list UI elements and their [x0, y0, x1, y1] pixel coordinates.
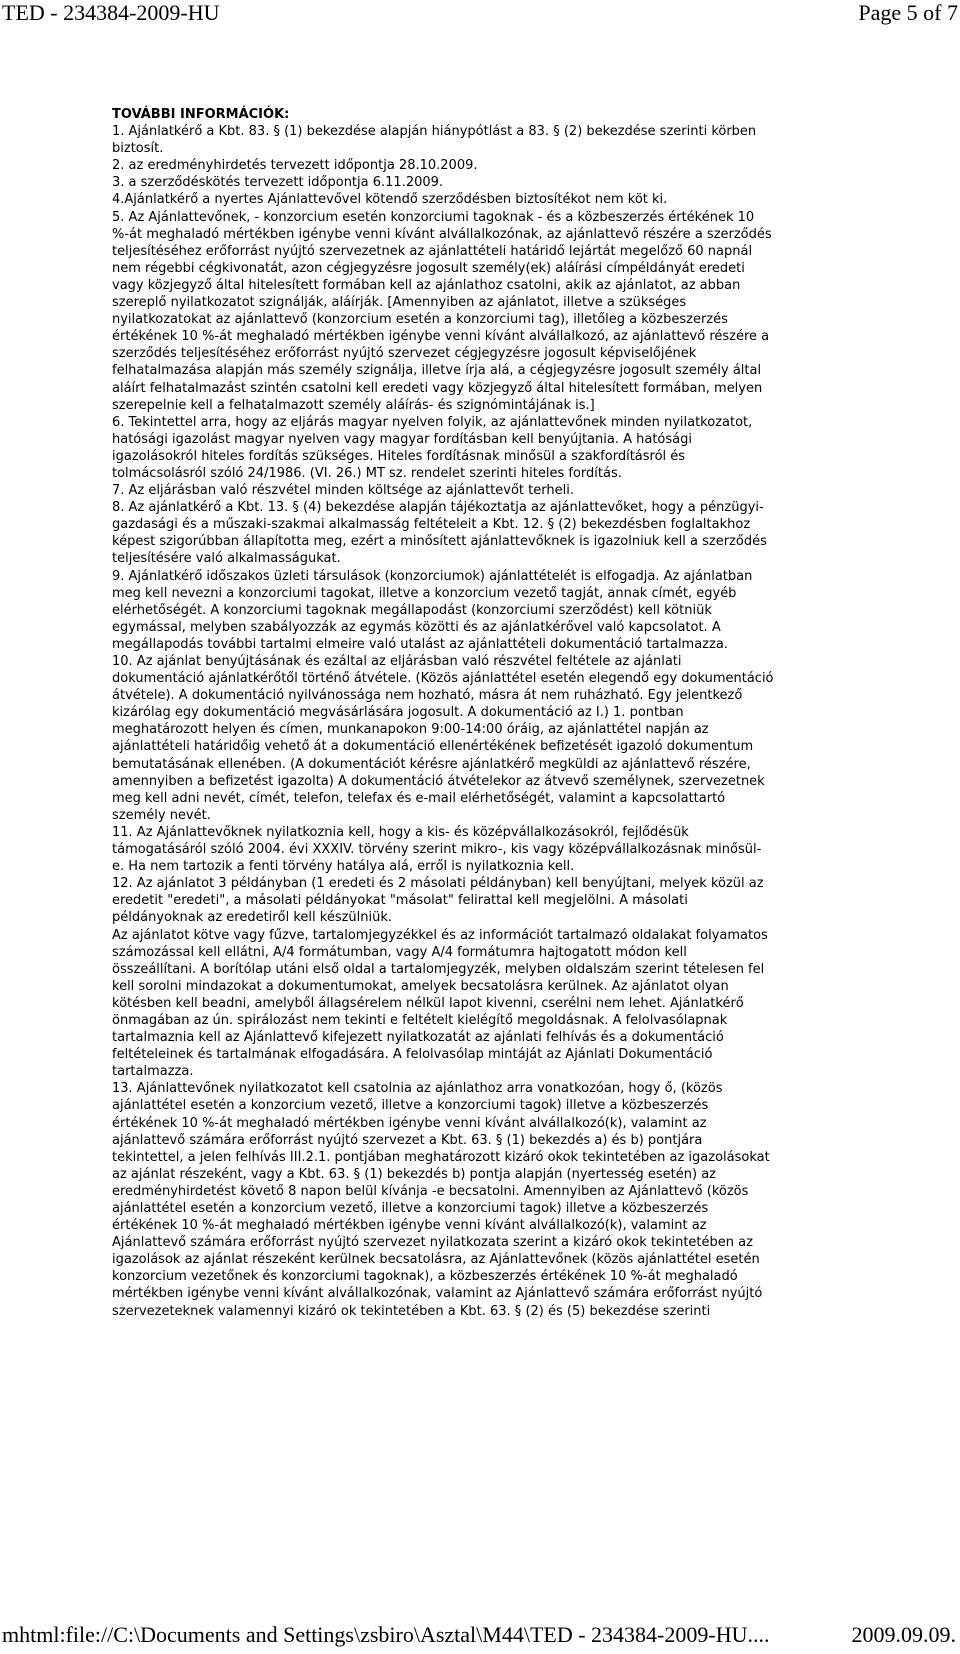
page-header: [0, 0, 960, 30]
text-line: Ajánlattevő számára erőforrást nyújtó szervezet nyilatkozata szerint a kizáró okok tekintetében az: [112, 1235, 753, 1251]
text-line: mértékben igénybe venni kívánt alvállalkozónak, valamint az Ajánlattevő számára erőforrást nyújtó: [112, 1286, 763, 1302]
text-line: tolmácsolásról szóló 24/1986. (VI. 26.) MT sz. rendelet szerinti hiteles fordítás.: [112, 465, 622, 481]
text-line: meg kell nevezni a konzorciumi tagokat, illetve a konzorcium vezető tagját, annak címét, egyéb: [112, 585, 737, 601]
text-line: 3. a szerződéskötés tervezett időpontja 6.11.2009.: [112, 175, 444, 191]
text-line: meghatározott helyen és címen, munkanapokon 9:00-14:00 óráig, az ajánlattétel napján az: [112, 722, 709, 738]
text-line: 4.Ajánlatkérő a nyertes Ajánlattevővel kötendő szerződésben biztosítékot nem köt ki.: [112, 192, 668, 208]
text-line: szervezeteknek valamennyi kizáró ok tekintetében a Kbt. 63. § (2) és (5) bekezdése szerinti: [112, 1303, 711, 1319]
text-line: értékének 10 %-át meghaladó mértékben igénybe venni kívánt alvállalkozó(k), valamint az: [112, 1115, 707, 1131]
document-id: TED - 234384-2009-HU: [2, 0, 220, 25]
text-line: képest szigorúbban állapította meg, ezért a minősített ajánlattevőknek is igazolniuk kell a szerződés: [112, 534, 767, 550]
text-line: átvétele). A dokumentáció nyilvánossága nem hozható, másra át nem ruházható. Egy jelentkező: [112, 688, 743, 704]
text-line: 7. Az eljárásban való részvétel minden költsége az ajánlattevőt terheli.: [112, 483, 574, 499]
text-line: szereplő nyilatkozatot szignálják, aláírják. [Amennyiben az ajánlatot, illetve a szükséges: [112, 295, 687, 311]
text-line: kötésben kell beadni, amelyből állagsérelem nélkül lapot kivenni, cserélni nem lehet. Ajánlatkérő: [112, 995, 744, 1011]
text-line: biztosít.: [112, 141, 164, 157]
text-line: kell sorolni mindazokat a dokumentumokat, amelyek becsatolásra kerülnek. Az ajánlatot olyan: [112, 978, 729, 994]
additional-information-section: [112, 106, 950, 1320]
text-line: Az ajánlatot kötve vagy fűzve, tartalomjegyzékkel és az információt tartalmazó oldalakat folyamatos: [112, 927, 768, 943]
text-line: 1. Ajánlatkérő a Kbt. 83. § (1) bekezdése alapján hiánypótlást a 83. § (2) bekezdése szerinti körben: [112, 124, 757, 140]
text-line: megállapodás további tartalmi elmeire való utalást az ajánlattételi dokumentáció tartalmazza.: [112, 636, 728, 652]
text-line: gazdasági és a műszaki-szakmai alkalmasság feltételeit a Kbt. 12. § (2) bekezdésben foglaltakhoz: [112, 517, 751, 533]
text-line: értékének 10 %-át meghaladó mértékben igénybe venni kívánt alvállalkozó, az ajánlattevő részére a: [112, 329, 770, 345]
text-line: összeállítani. A borítólap utáni első oldal a tartalomjegyzék, melyben oldalszám szerint tételesen fel: [112, 961, 765, 977]
text-line: nyilatkozatokat az ajánlattevő (konzorcium esetén a konzorciumi tag), illetőleg a közbeszerzés: [112, 312, 728, 328]
text-line: igazolásokról hiteles fordítás szükséges. Hiteles fordításnak minősül a szakfordításról és: [112, 448, 686, 464]
section-body: [112, 123, 950, 1320]
text-line: önmagában az ún. spirálozást nem tekinti e feltételt kielégítő megoldásnak. A felolvasólapnak: [112, 1012, 728, 1028]
file-path: mhtml:file://C:\Documents and Settings\zsbiro\Asztal\M44\TED - 234384-2009-HU....: [2, 1622, 770, 1647]
text-line: személy nevét.: [112, 807, 211, 823]
text-line: ajánlattétel esetén a konzorcium vezető, illetve a konzorciumi tagok) illetve a közbeszerzés: [112, 1201, 709, 1216]
text-line: elérhetőségét. A konzorciumi tagoknak megállapodást (konzorciumi szerződést) kell kötniük: [112, 602, 712, 618]
text-line: bemutatásának ellenében. (A dokumentációt kérésre ajánlatkérő megküldi az ajánlattevő részére,: [112, 756, 751, 772]
text-line: 9. Ajánlatkérő időszakos üzleti társulások (konzorciumok) ajánlattételét is elfogadja. Az ajánlatban: [112, 568, 753, 584]
text-line: eredményhirdetést követő 8 napon belül kívánja -e becsatolni. Amennyiben az Ajánlattevő (közös: [112, 1183, 749, 1199]
text-line: aláírt felhatalmazást szintén csatolni kell eredeti vagy közjegyző által hitelesített formában, melyen: [112, 380, 763, 396]
text-line: támogatásáról szóló 2004. évi XXXIV. törvény szerint mikro-, kis vagy középvállalkozásnak minősül-: [112, 842, 762, 858]
text-line: példányoknak az eredetiről kell készülniük.: [112, 910, 393, 926]
text-line: az ajánlat részeként, vagy a Kbt. 63. § (1) bekezdés b) pontja alapján (nyertesség esetén) az: [112, 1166, 717, 1182]
text-line: tekintettel, a jelen felhívás III.2.1. pontjában meghatározott kizáró okok tekintetében az igazolásokat: [112, 1149, 770, 1165]
section-heading: TOVÁBBI INFORMÁCIÓK:: [112, 107, 290, 122]
text-line: felhatalmazása alapján más személy szignálja, illetve írja alá, a cégjegyzésre jogosult személy által: [112, 363, 762, 379]
text-line: eredetit "eredeti", a másolati példányokat "másolat" felirattal kell megjelölni. A másolati: [112, 893, 688, 909]
text-line: igazolások az ajánlat részeként kerülnek becsatolásra, az Ajánlattevőnek (közös ajánlattétel esetén: [112, 1252, 760, 1268]
text-line: 6. Tekintettel arra, hogy az eljárás magyar nyelven folyik, az ajánlattevőnek minden nyilatkozatot,: [112, 414, 753, 430]
text-line: ajánlattétel esetén a konzorcium vezető, illetve a konzorciumi tagok) illetve a közbeszerzés: [112, 1098, 709, 1114]
text-line: %-át meghaladó mértékben igénybe venni kívánt alvállalkozónak, az ajánlattevő részére a szerződés: [112, 226, 772, 242]
text-line: tartalmaznia kell az Ajánlattevő kifejezett nyilatkozatát az ajánlati felhívás és a dokumentáció: [112, 1030, 724, 1046]
text-line: konzorcium vezetőnek és konzorciumi tagoknak), a közbeszerzés értékének 10 %-át meghaladó: [112, 1269, 738, 1285]
text-line: ajánlattevő számára erőforrást nyújtó szervezet a Kbt. 63. § (1) bekezdés a) és b) pontjára: [112, 1132, 703, 1148]
text-line: szerződés teljesítéséhez erőforrást nyújtó szervezet cégjegyzésre jogosult képviselőjének: [112, 346, 697, 362]
text-line: meg kell adni nevét, címét, telefon, telefax és e-mail elérhetőségét, valamint a kapcsolattartó: [112, 790, 726, 806]
text-line: 5. Az Ajánlattevőnek, - konzorcium esetén konzorciumi tagoknak - és a közbeszerzés értékének 10: [112, 209, 755, 225]
text-line: teljesítésére való alkalmasságukat.: [112, 551, 341, 567]
text-line: ajánlattételi határidőig vehető át a dokumentáció ellenértékének befizetését igazoló dokumentum: [112, 739, 754, 755]
page-footer: [0, 1622, 960, 1652]
text-line: 13. Ajánlattevőnek nyilatkozatot kell csatolnia az ajánlathoz arra vonatkozóan, hogy ő, (közös: [112, 1081, 723, 1097]
text-line: kizárólag egy dokumentáció megvásárlására jogosult. A dokumentáció az I.) 1. pontban: [112, 705, 684, 721]
text-line: 12. Az ajánlatot 3 példányban (1 eredeti és 2 másolati példányban) kell benyújtani, melyek közül az: [112, 876, 764, 892]
text-line: e. Ha nem tartozik a fenti törvény hatálya alá, erről is nyilatkoznia kell.: [112, 859, 575, 875]
text-line: vagy közjegyző által hitelesített formában kell az ajánlathoz csatolni, akik az ajánlatot, az abban: [112, 277, 741, 293]
text-line: értékének 10 %-át meghaladó mértékben igénybe venni kívánt alvállalkozó(k), valamint az: [112, 1218, 707, 1234]
text-line: tartalmazza.: [112, 1064, 194, 1080]
print-date: 2009.09.09.: [851, 1622, 956, 1647]
text-line: 8. Az ajánlatkérő a Kbt. 13. § (4) bekezdése alapján tájékoztatja az ajánlattevőket, hogy a pénzügyi-: [112, 500, 764, 516]
text-line: feltételeinek és tartalmának elfogadására. A felolvasólap mintáját az Ajánlati Dokumentáció: [112, 1047, 713, 1063]
text-line: számozással kell ellátni, A/4 formátumban, vagy A/4 formátumra hajtogatott módon kell: [112, 944, 687, 960]
text-line: teljesítéséhez erőforrást nyújtó szervezetnek az ajánlattételi határidő lejártát megelőző 60 napnál: [112, 243, 753, 259]
text-line: dokumentáció ajánlatkérőtől történő átvétele. (Közös ajánlattétel esetén elegendő egy dokumentáció: [112, 671, 774, 687]
text-line: 10. Az ajánlat benyújtásának és ezáltal az eljárásban való részvétel feltétele az ajánlati: [112, 654, 682, 669]
text-line: amennyiben a befizetést igazolta) A dokumentáció átvételekor az átvevő személynek, szervezetnek: [112, 773, 765, 789]
text-line: 2. az eredményhirdetés tervezett időpontja 28.10.2009.: [112, 158, 478, 174]
page-number: Page 5 of 7: [858, 0, 958, 25]
text-line: hatósági igazolást magyar nyelven vagy magyar fordításban kell benyújtania. A hatósági: [112, 431, 692, 447]
text-line: szerepelnie kell a felhatalmazott személy aláírás- és szignómintájának is.]: [112, 397, 595, 413]
text-line: 11. Az Ajánlattevőknek nyilatkoznia kell, hogy a kis- és középvállalkozásokról, fejlődésük: [112, 824, 689, 840]
text-line: nem régebbi cégkivonatát, azon cégjegyzésre jogosult személy(ek) aláírási címpéldányát eredeti: [112, 260, 745, 276]
text-line: egymással, melyben szabályozzák az egymás közötti és az ajánlatkérővel való kapcsolatot. A: [112, 619, 721, 635]
